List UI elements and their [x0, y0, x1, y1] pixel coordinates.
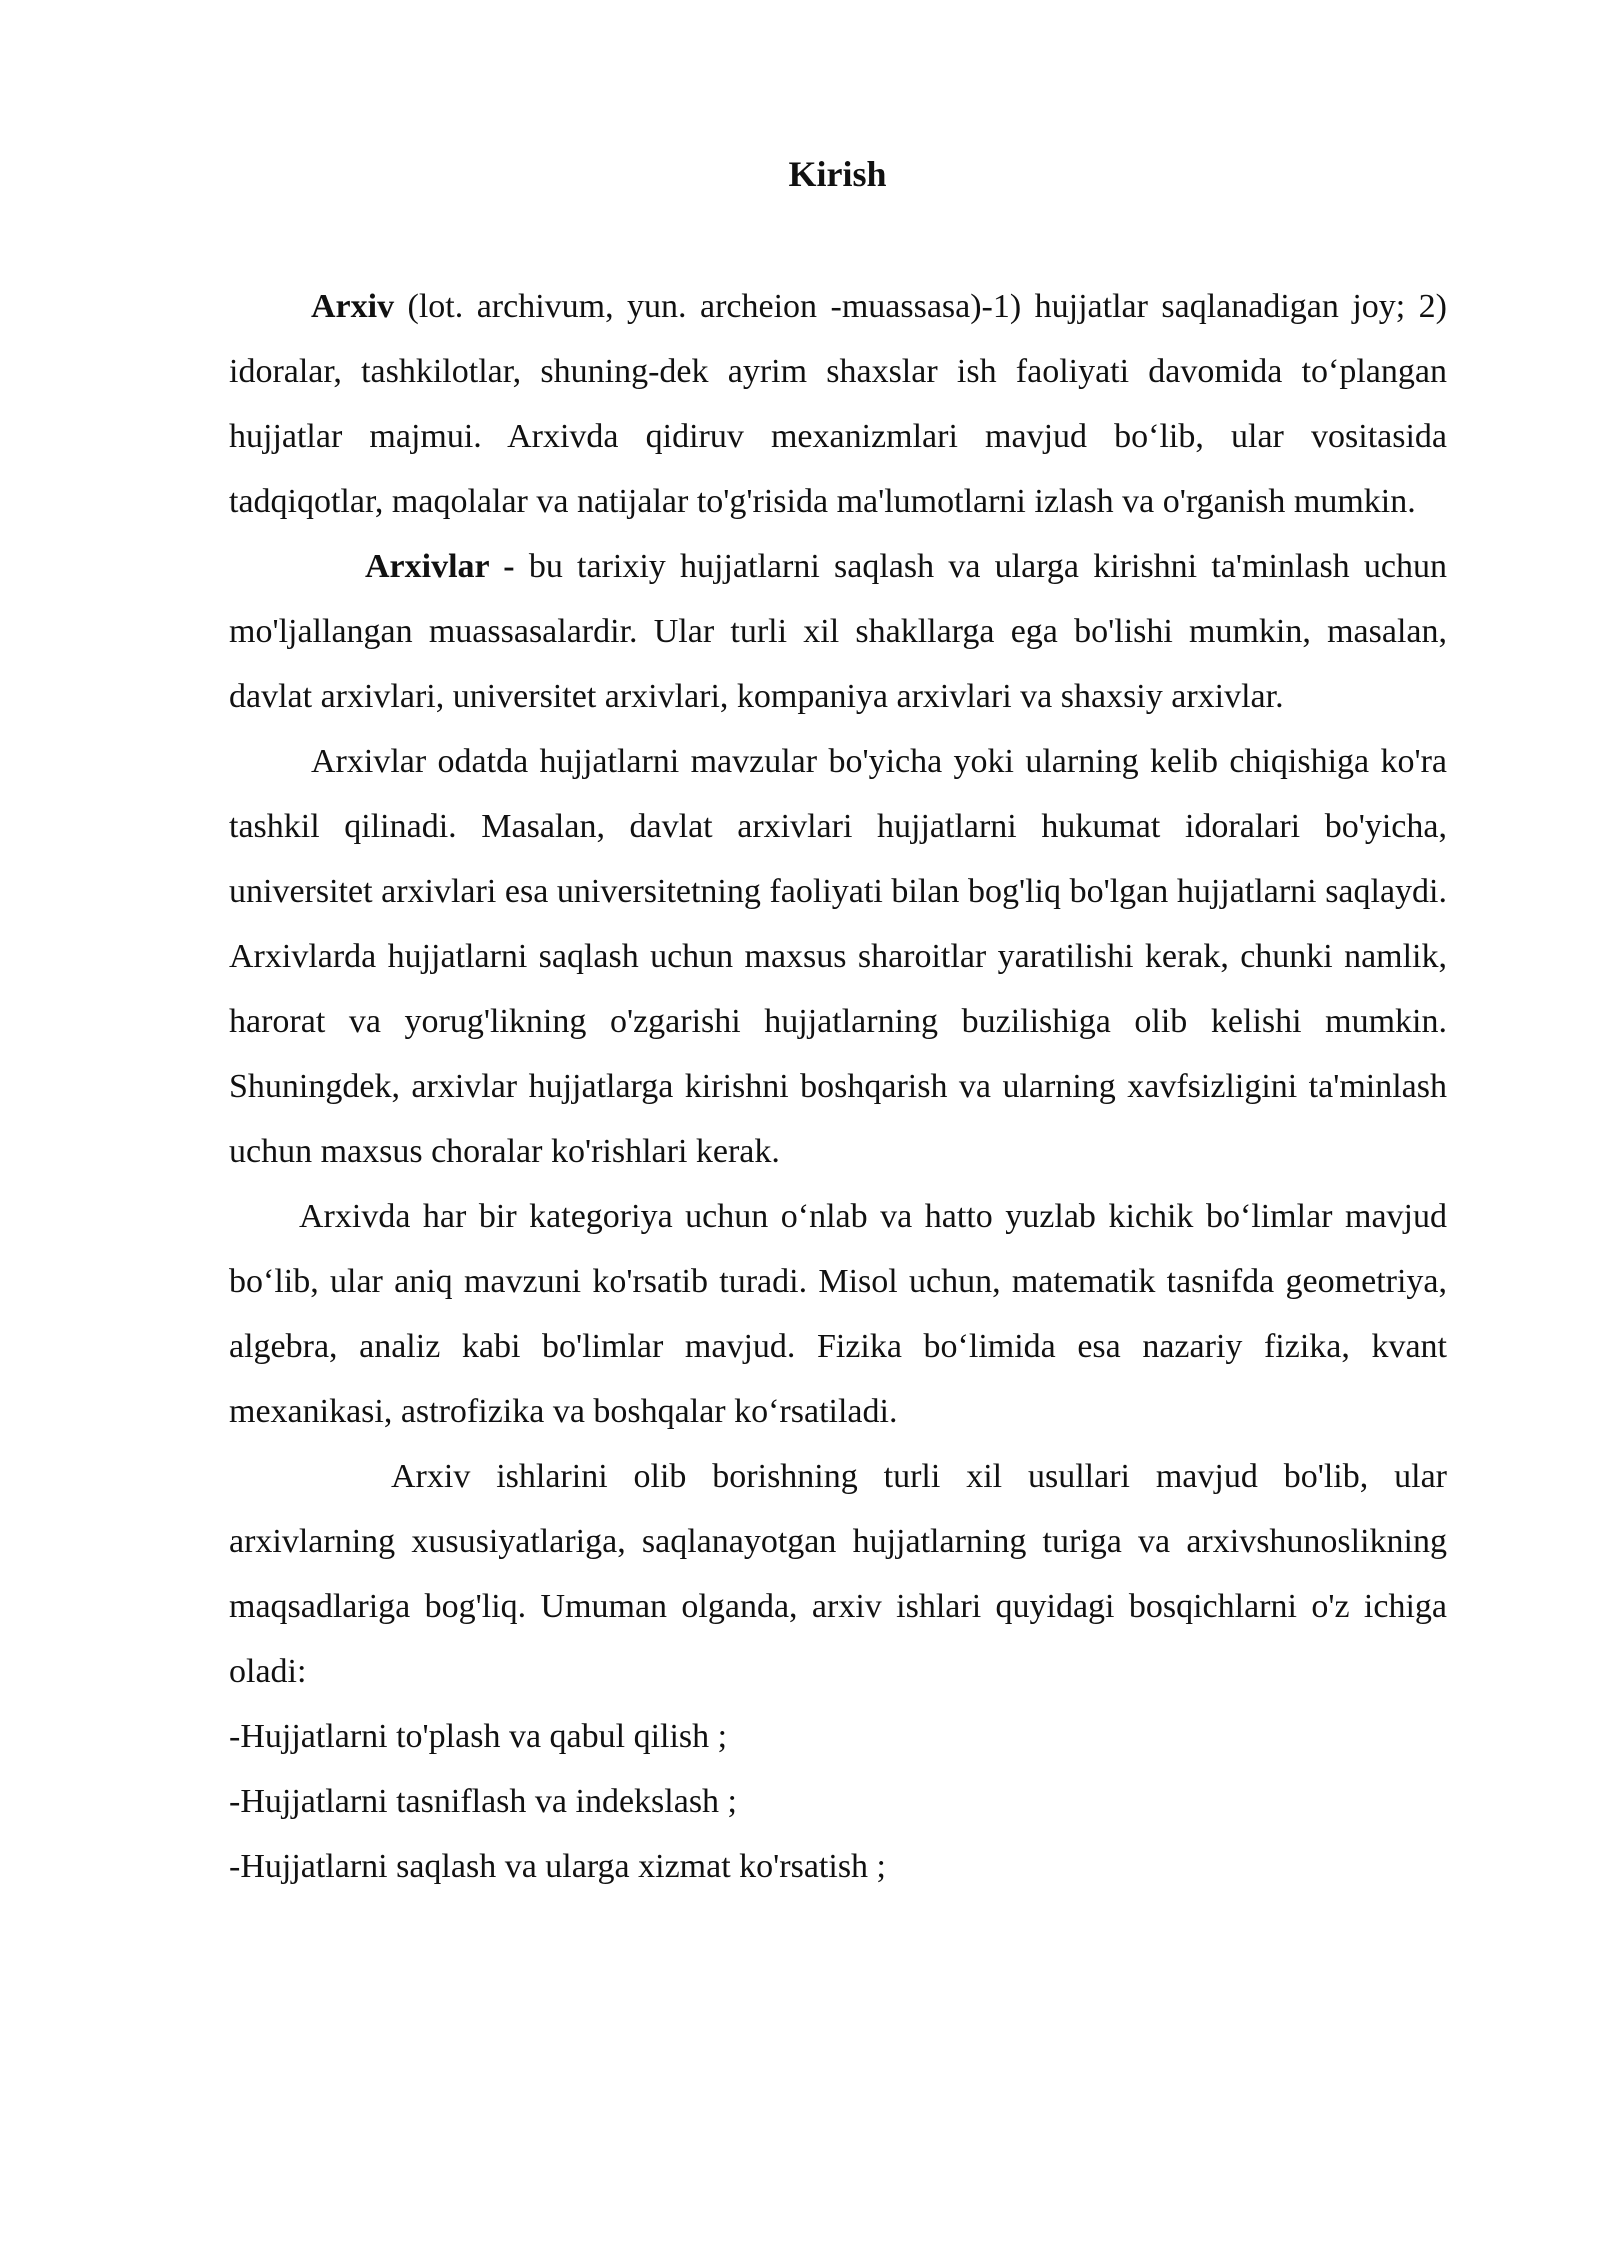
document-body	[229, 274, 1447, 1899]
paragraph-categories	[229, 1184, 1447, 1444]
paragraph-text: (lot. archivum, yun. archeion -muassasa)-1) hujjatlar saqlanadigan joy; 2) idoralar, tashkilotlar, shuning-dek ayrim shaxslar ish faoliyati davomida to‘plangan hujjatlar majmui. Arxivda qidiruv mexanizmlari mavjud bo‘lib, ular vositasida tadqiqotlar, maqolalar va natijalar to'g'risida ma'lumotlarni izlash va o'rganish mumkin.	[229, 288, 1447, 520]
list-item: -Hujjatlarni to'plash va qabul qilish ;	[229, 1718, 728, 1755]
paragraph-methods	[229, 1444, 1447, 1704]
term-arxivlar: Arxivlar -	[365, 548, 515, 585]
paragraph-arxivlar-definition	[229, 534, 1447, 729]
paragraph-text: Arxivlar odatda hujjatlarni mavzular bo'yicha yoki ularning kelib chiqishiga ko'ra tashkil qilinadi. Masalan, davlat arxivlari hujjatlarni hukumat idoralari bo'yicha, universitet arxivlari esa universitetning faoliyati bilan bog'liq bo'lgan hujjatlarni saqlaydi. Arxivlarda hujjatlarni saqlash uchun maxsus sharoitlar yaratilishi kerak, chunki namlik, harorat va yorug'likning o'zgarishi hujjatlarning buzilishiga olib kelishi mumkin. Shuningdek, arxivlar hujjatlarga kirishni boshqarish va ularning xavfsizligini ta'minlash uchun maxsus choralar ko'rishlari kerak.	[229, 743, 1447, 1170]
paragraph-arxiv-definition	[229, 274, 1447, 534]
paragraph-text: Arxiv ishlarini olib borishning turli xil usullari mavjud bo'lib, ular arxivlarning xususiyatlariga, saqlanayotgan hujjatlarning turiga va arxivshunoslikning maqsadlariga bog'liq. Umuman olganda, arxiv ishlari quyidagi bosqichlarni o'z ichiga oladi:	[229, 1458, 1447, 1690]
page-title: Kirish	[788, 154, 887, 194]
paragraph-text: bu tarixiy hujjatlarni saqlash va ularga kirishni ta'minlash uchun mo'ljallangan muassasalardir. Ular turli xil shakllarga ega bo'lishi mumkin, masalan, davlat arxivlari, universitet arxivlari, kompaniya arxivlari va shaxsiy arxivlar.	[229, 548, 1447, 715]
list-item: -Hujjatlarni tasniflash va indekslash ;	[229, 1783, 737, 1820]
paragraph-text: Arxivda har bir kategoriya uchun o‘nlab va hatto yuzlab kichik bo‘limlar mavjud bo‘lib, ular aniq mavzuni ko'rsatib turadi. Misol uchun, matematik tasnifda geometriya, algebra, analiz kabi bo'limlar mavjud. Fizika bo‘limida esa nazariy fizika, kvant mexanikasi, astrofizika va boshqalar ko‘rsatiladi.	[229, 1198, 1447, 1430]
paragraph-organization	[229, 729, 1447, 1184]
term-arxiv: Arxiv	[311, 288, 395, 325]
stages-list	[229, 1704, 1447, 1899]
list-item: -Hujjatlarni saqlash va ularga xizmat ko'rsatish ;	[229, 1848, 886, 1885]
